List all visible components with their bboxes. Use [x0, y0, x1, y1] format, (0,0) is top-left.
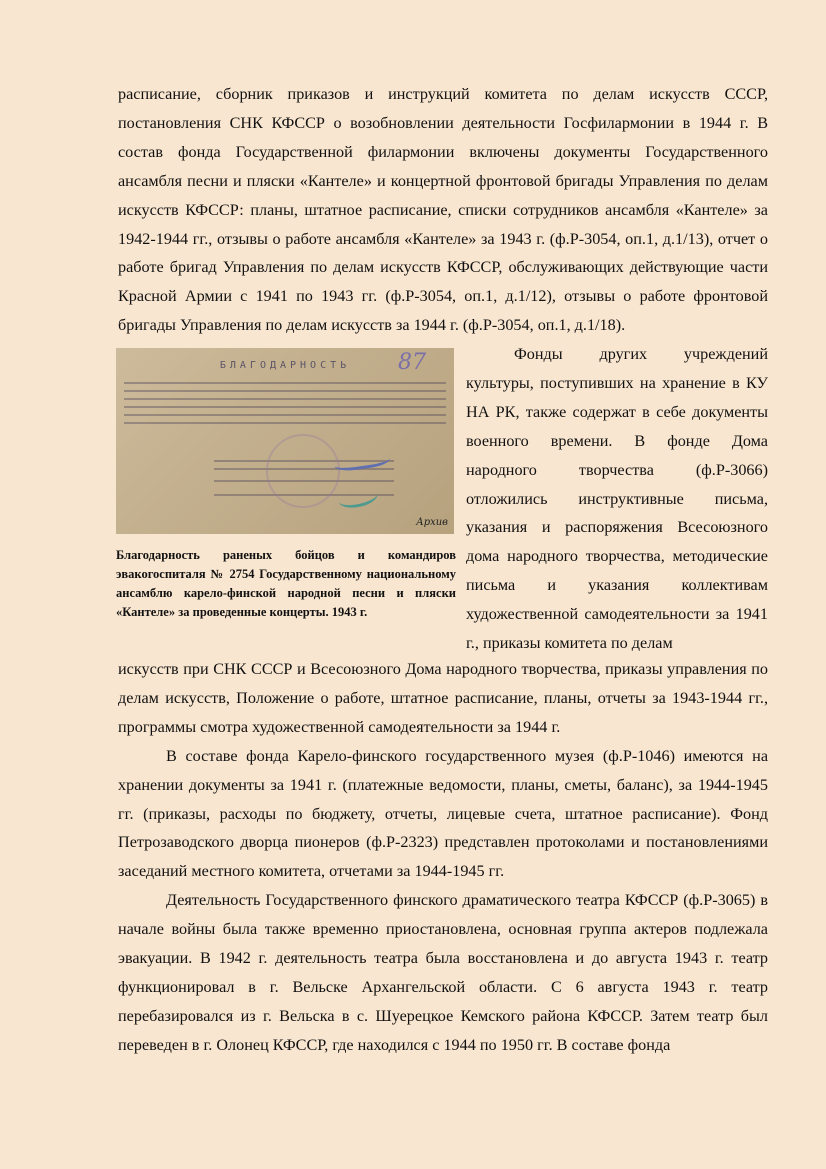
document-photo	[116, 348, 454, 534]
signature-icon	[336, 484, 379, 511]
figure-caption: Благодарность раненых бойцов и командиров эвакогоспиталя № 2754 Государственному национальному ансамблю карело-финской народной песни и пляски «Кантеле» за проведенные концерты. 1943 г.	[116, 548, 456, 619]
photo-title: БЛАГОДАРНОСТЬ	[219, 360, 351, 371]
paragraph-bottom-2: Деятельность Государственного финского драматического театра КФССР (ф.Р-3065) в начале войны была также временно приостановлена, основная группа актеров подлежала эвакуации. В 1942 г. деятельность театра была восстановлена и до августа 1943 г. театр функционировал в г. Вельске Архангельской области. С 6 августа 1943 г. театр перебазировался из г. Вельска в с. Шуерецкое Кемского района КФССР. Затем театр был переведен в г. Олонец КФССР, где находился с 1944 по 1950 гг. В составе фонда	[118, 891, 768, 1054]
top-paragraph-block	[118, 80, 768, 340]
figure	[116, 348, 456, 622]
corner-handwritten-mark: 87	[398, 350, 426, 375]
paragraph-bottom-1: В составе фонда Карело-финского государственного музея (ф.Р-1046) имеются на хранении документы за 1941 г. (платежные ведомости, планы, сметы, баланс), за 1944-1945 гг. (приказы, расходы по бюджету, отчеты, лицевые счета, штатное расписание). Фонд Петрозаводского дворца пионеров (ф.Р-2323) представлен протоколами и постановлениями заседаний местного комитета, отчетами за 1944-1945 гг.	[118, 746, 768, 881]
paragraph-continuation: искусств при СНК СССР и Всесоюзного Дома народного творчества, приказы управления по делам искусств, Положение о работе, штатное расписание, планы, отчеты за 1943-1944 гг., программы смотра художественной самодеятельности за 1944 г.	[118, 660, 768, 736]
paragraph-top-1: расписание, сборник приказов и инструкций комитета по делам искусств СССР, постановления СНК КФССР о возобновлении деятельности Госфилармонии в 1944 г. В состав фонда Государственной филармонии включены документы Государственного ансамбля песни и пляски «Кантеле» и концертной фронтовой бригады Управления по делам искусств КФССР: планы, штатное расписание, списки сотрудников ансамбля «Кантеле» за 1942-1944 гг., отзывы о работе ансамбля «Кантеле» за 1943 г. (ф.Р-3054, оп.1, д.1/13), отчет о работе бригад Управления по делам искусств КФССР, обслуживающих действующие части Красной Армии с 1941 по 1943 гг. (ф.Р-3054, оп.1, д.1/12), отзывы о работе фронтовой бригады Управления по делам искусств за 1944 г. (ф.Р-3054, оп.1, д.1/18).	[118, 85, 768, 335]
bottom-paragraph-block	[118, 655, 768, 1060]
side-paragraph: Фонды других учреждений культуры, поступивших на хранение в КУ НА РК, также содержат в себе документы военного времени. В фонде Дома народного творчества (ф.Р-3066) отложились инструктивные письма, указания и распоряжения Всесоюзного дома народного творчества, методические письма и указания коллективам художественной самодеятельности за 1941 г., приказы комитета по делам	[466, 345, 768, 653]
side-text-block	[466, 340, 768, 658]
archive-watermark-icon: Архив	[416, 517, 448, 528]
stamp-icon	[266, 434, 340, 508]
